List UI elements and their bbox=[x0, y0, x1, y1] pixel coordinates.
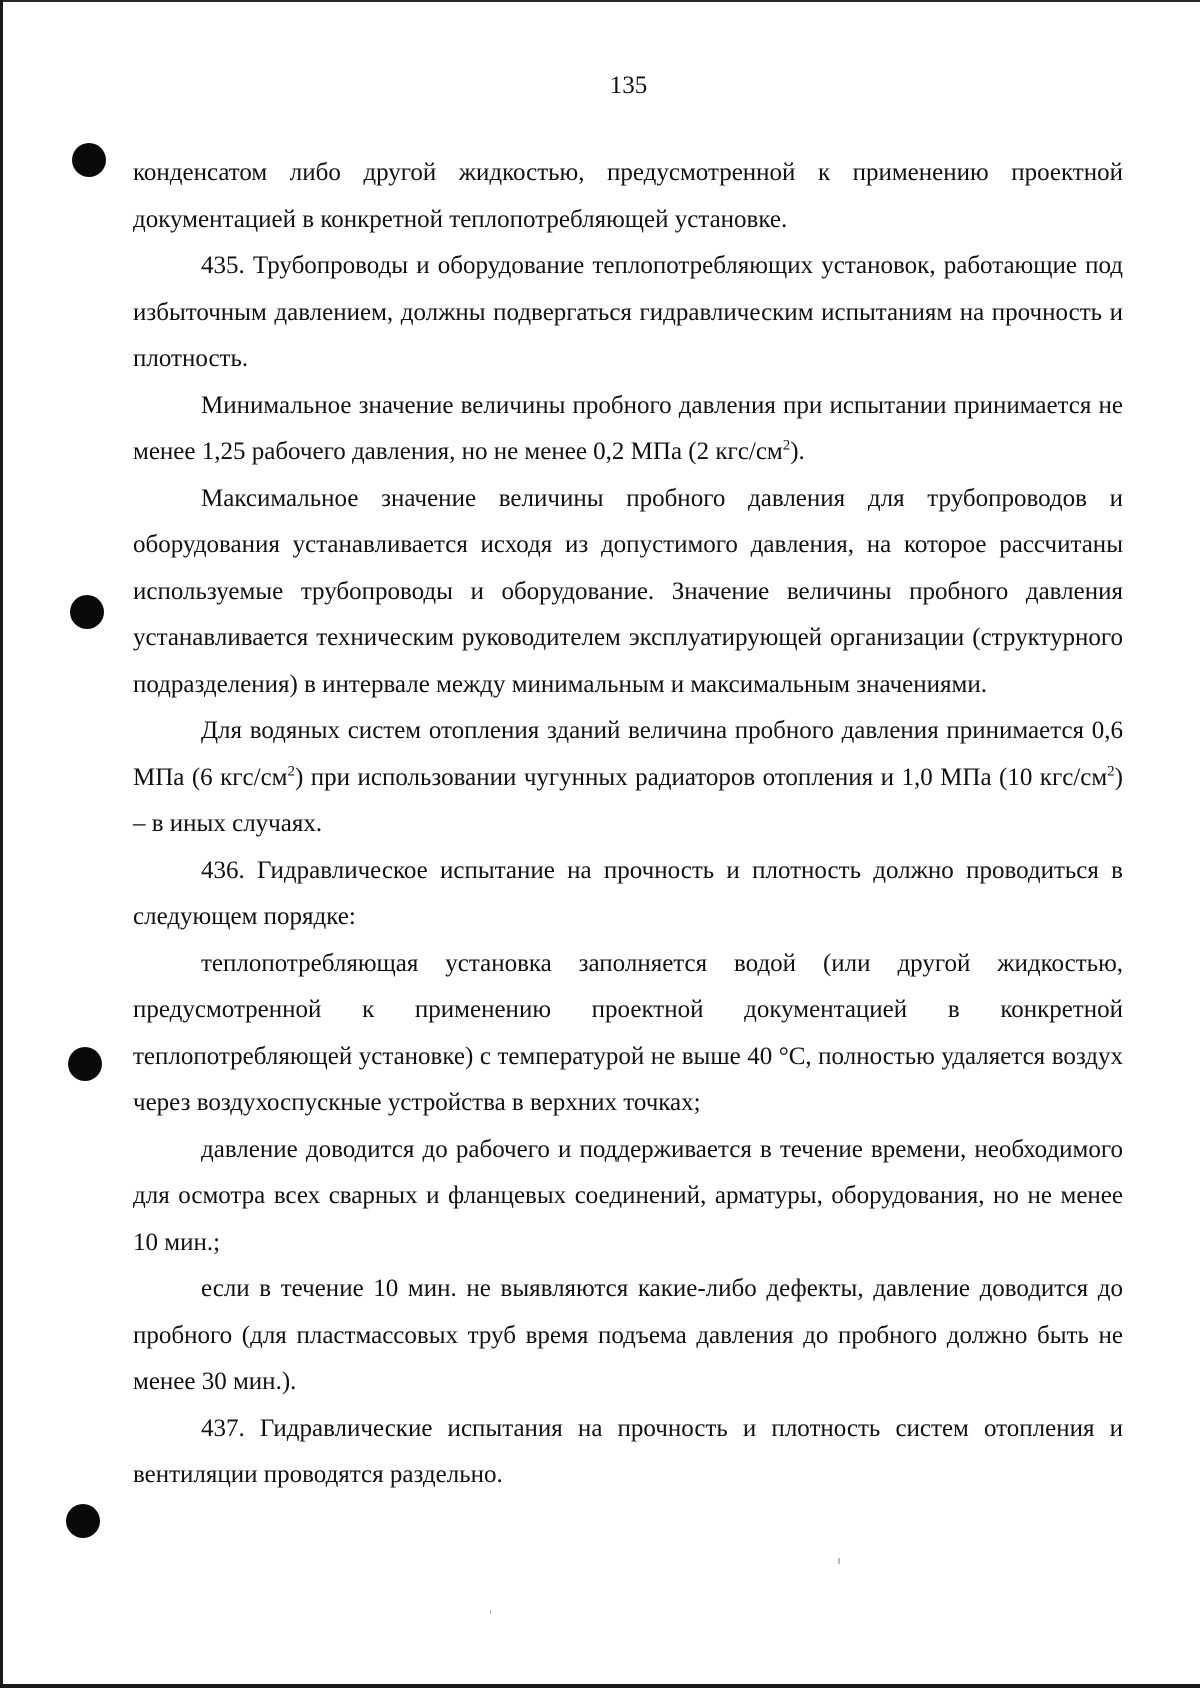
paragraph-text: Для водяных систем отопления зданий величина пробного давления принимается 0,6 МПа (6 кгс/см bbox=[133, 717, 1123, 791]
paragraph-text: Минимальное значение величины пробного давления при испытании принимается не менее 1,25 рабочего давления, но не менее 0,2 МПа (2 кгс/см bbox=[133, 391, 1123, 465]
superscript: 2 bbox=[287, 763, 295, 780]
paragraph-text: Максимальное значение величины пробного давления для трубопроводов и оборудования устанавливается исходя из допустимого давления, на которое рассчитаны используемые трубопроводы и оборудование. Значение величины пробного давления устанавливается техническим руководителем эксплуатирующей организации (структурного подразделения) в интервале между минимальным и максимальным значениями. bbox=[133, 484, 1123, 698]
paragraph bbox=[133, 941, 1123, 1127]
paragraph-text: теплопотребляющая установка заполняется водой (или другой жидкостью, предусмотренной к применению проектной документацией в конкретной теплопотребляющей установке) с температурой не выше 40 °С, полностью удаляется воздух через воздухоспускные устройства в верхних точках; bbox=[133, 949, 1123, 1116]
superscript: 2 bbox=[782, 437, 791, 454]
punch-hole-2 bbox=[70, 595, 104, 629]
paragraph bbox=[133, 1266, 1123, 1406]
paragraph bbox=[133, 848, 1123, 941]
document-body bbox=[133, 150, 1123, 1499]
superscript: 2 bbox=[1107, 763, 1115, 780]
paragraph bbox=[133, 243, 1123, 383]
paragraph bbox=[133, 1406, 1123, 1499]
paragraph-text: 436. Гидравлическое испытание на прочность и плотность должно проводиться в следующем порядке: bbox=[133, 856, 1123, 930]
scan-speck bbox=[838, 1558, 840, 1564]
paragraph-text: конденсатом либо другой жидкостью, предусмотренной к применению проектной документацией в конкретной теплопотребляющей установке. bbox=[133, 159, 1123, 233]
punch-hole-3 bbox=[68, 1047, 102, 1081]
paragraph bbox=[133, 708, 1123, 848]
paragraph-text: 435. Трубопроводы и оборудование теплопотребляющих установок, работающие под избыточным давлением, должны подвергаться гидравлическим испытаниям на прочность и плотность. bbox=[133, 252, 1123, 372]
paragraph bbox=[133, 150, 1123, 243]
paragraph bbox=[133, 383, 1123, 476]
paragraph bbox=[133, 476, 1123, 709]
punch-hole-4 bbox=[66, 1504, 100, 1538]
paragraph-text: давление доводится до рабочего и поддерживается в течение времени, необходимого для осмотра всех сварных и фланцевых соединений, арматуры, оборудования, но не менее 10 мин.; bbox=[133, 1135, 1123, 1256]
scan-border-top bbox=[0, 0, 1200, 2]
page-number: 135 bbox=[609, 72, 648, 99]
paragraph-text: ) при использовании чугунных радиаторов отопления и 1,0 МПа (10 кгс/см bbox=[295, 763, 1108, 791]
scan-border-bottom bbox=[0, 1684, 1200, 1688]
punch-hole-1 bbox=[72, 143, 106, 177]
paragraph-text: ) – в иных случаях. bbox=[133, 763, 1123, 837]
paragraph-text: ). bbox=[790, 438, 805, 465]
paragraph-text: 437. Гидравлические испытания на прочность и плотность систем отопления и вентиляции проводятся раздельно. bbox=[133, 1414, 1123, 1488]
paragraph bbox=[133, 1127, 1123, 1267]
scan-speck bbox=[490, 1610, 491, 1614]
scan-border-left bbox=[0, 0, 3, 1688]
paragraph-text: если в течение 10 мин. не выявляются какие-либо дефекты, давление доводится до пробного (для пластмассовых труб время подъема давления до пробного должно быть не менее 30 мин.). bbox=[133, 1275, 1123, 1395]
